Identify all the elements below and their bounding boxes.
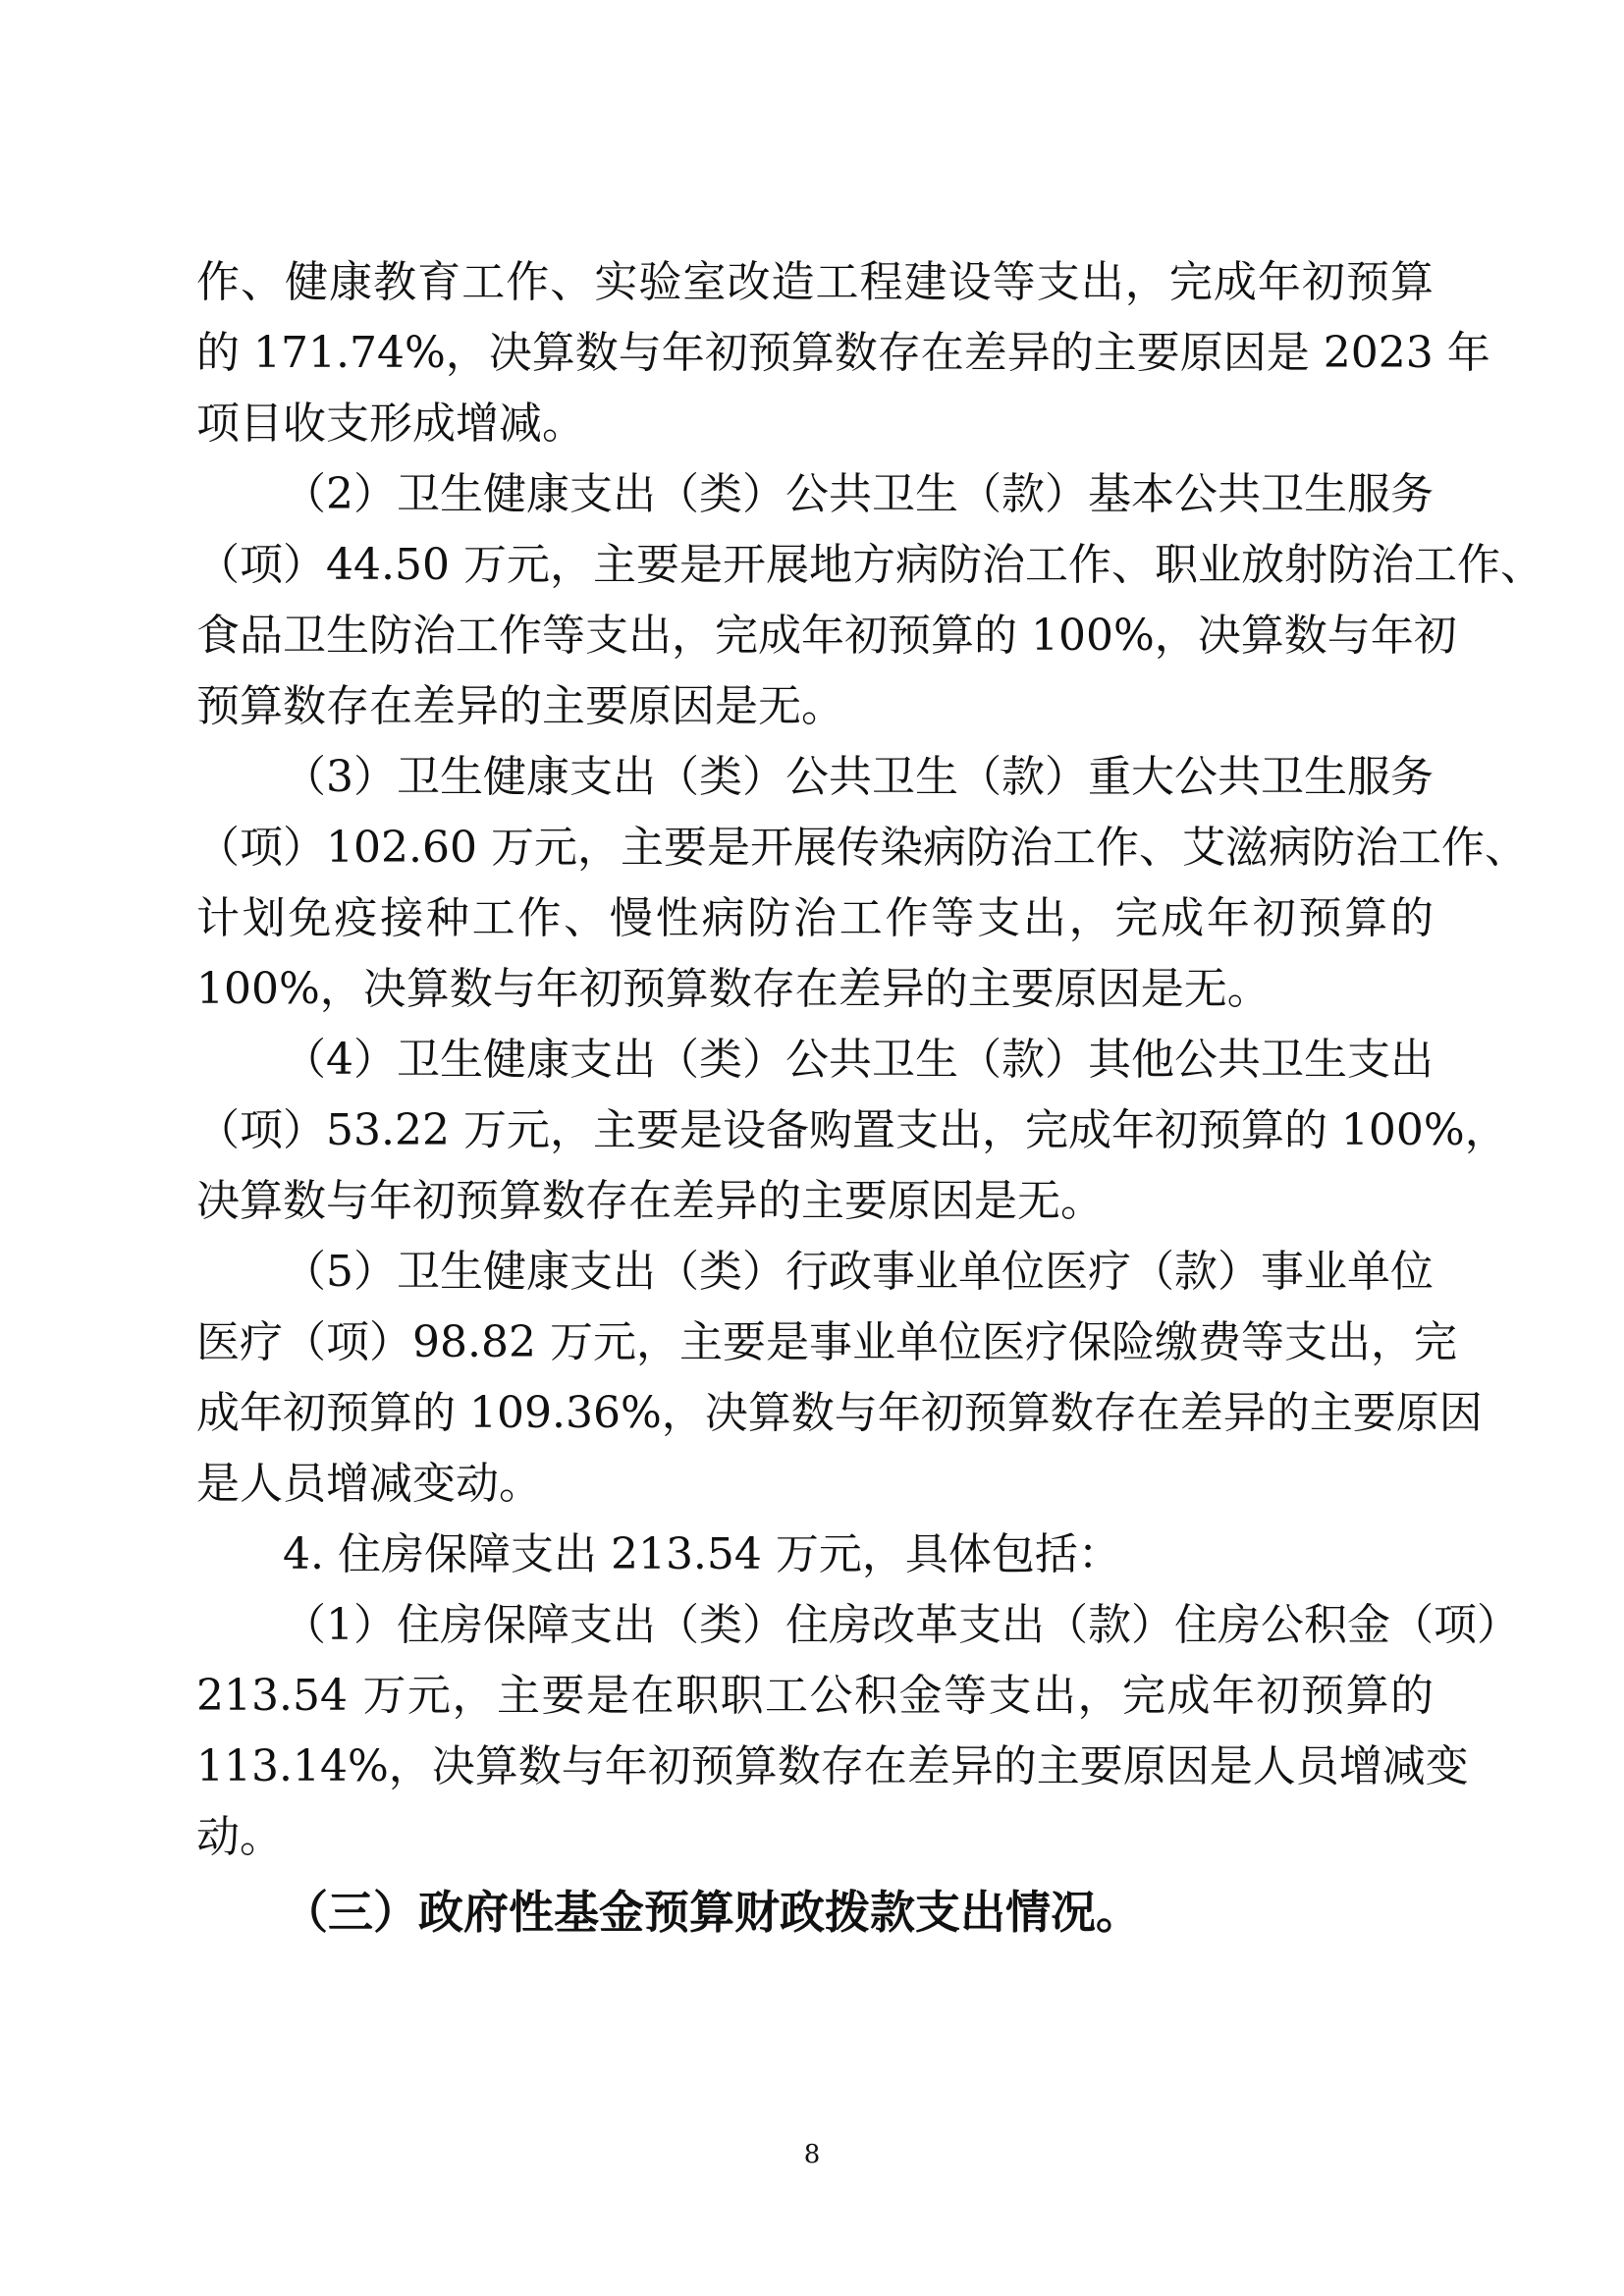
text-line-11: 100%，决算数与年初预算数存在差异的主要原因是无。 — [196, 964, 1271, 1014]
text-line-6: 食品卫生防治工作等支出，完成年初预算的 100%，决算数与年初 — [196, 611, 1457, 661]
text-line-8: （3）卫生健康支出（类）公共卫生（款）重大公共卫生服务 — [283, 752, 1434, 802]
text-line-18: 是人员增减变动。 — [196, 1459, 542, 1509]
text-line-17: 成年初预算的 109.36%，决算数与年初预算数存在差异的主要原因 — [196, 1388, 1483, 1438]
text-line-12: （4）卫生健康支出（类）公共卫生（款）其他公共卫生支出 — [283, 1035, 1434, 1085]
text-line-19: 4. 住房保障支出 213.54 万元，具体包括： — [283, 1529, 1121, 1579]
text-line-2: 的 171.74%，决算数与年初预算数存在差异的主要原因是 2023 年 — [196, 328, 1490, 378]
text-line-15: （5）卫生健康支出（类）行政事业单位医疗（款）事业单位 — [283, 1247, 1434, 1297]
text-line-10: 计划免疫接种工作、慢性病防治工作等支出，完成年初预算的 — [196, 893, 1434, 943]
text-line-9: （项）102.60 万元，主要是开展传染病防治工作、艾滋病防治工作、 — [196, 823, 1528, 873]
section-heading: （三）政府性基金预算财政拨款支出情况。 — [283, 1886, 1141, 1939]
text-line-1: 作、健康教育工作、实验室改造工程建设等支出，完成年初预算 — [196, 257, 1434, 307]
text-line-5: （项）44.50 万元，主要是开展地方病防治工作、职业放射防治工作、 — [196, 540, 1543, 590]
text-line-4: （2）卫生健康支出（类）公共卫生（款）基本公共卫生服务 — [283, 469, 1434, 519]
page-number: 8 — [803, 2140, 821, 2169]
text-line-23: 动。 — [196, 1812, 283, 1862]
text-line-16: 医疗（项）98.82 万元，主要是事业单位医疗保险缴费等支出，完 — [196, 1317, 1457, 1367]
text-line-21: 213.54 万元，主要是在职职工公积金等支出，完成年初预算的 — [196, 1671, 1434, 1721]
text-line-22: 113.14%，决算数与年初预算数存在差异的主要原因是人员增减变 — [196, 1741, 1469, 1791]
text-line-3: 项目收支形成增减。 — [196, 399, 585, 449]
text-line-7: 预算数存在差异的主要原因是无。 — [196, 681, 844, 731]
text-line-14: 决算数与年初预算数存在差异的主要原因是无。 — [196, 1176, 1104, 1226]
text-line-13: （项）53.22 万元，主要是设备购置支出，完成年初预算的 100%， — [196, 1105, 1508, 1155]
text-line-20: （1）住房保障支出（类）住房改革支出（款）住房公积金（项） — [283, 1600, 1520, 1650]
